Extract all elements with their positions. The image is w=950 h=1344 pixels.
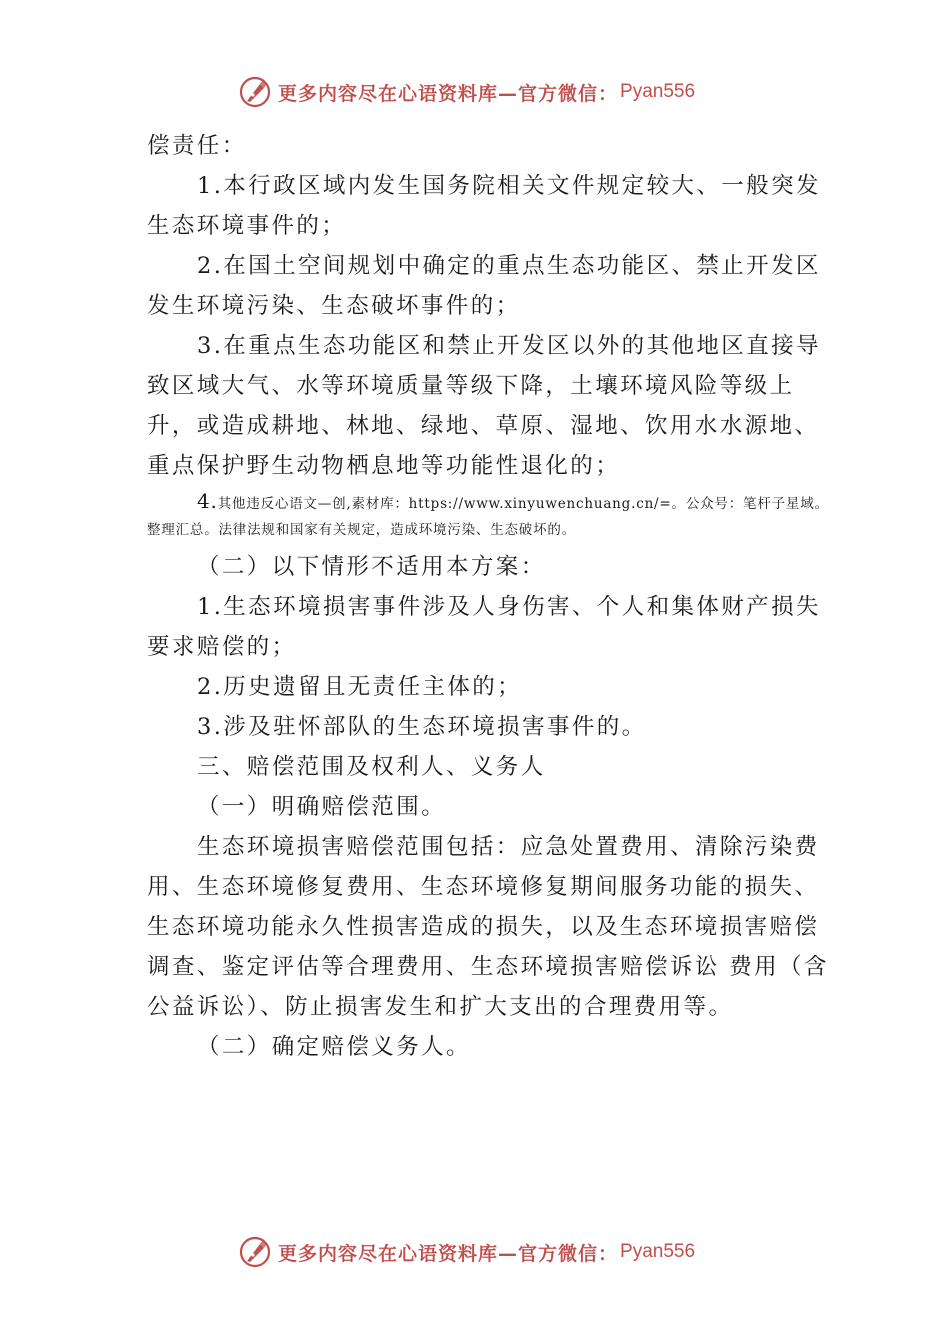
list-item: 1.生态环境损害事件涉及人身伤害、个人和集体财产损失要求赔偿的； (147, 594, 821, 660)
subsection-heading: （一）明确赔偿范围。 (197, 794, 447, 820)
pen-nib-logo-icon (238, 75, 272, 109)
section-heading: 三、赔偿范围及权利人、义务人 (197, 754, 546, 780)
pen-nib-logo-icon (238, 1235, 272, 1269)
watermark-text: 更多内容尽在心语资料库—官方微信： (278, 82, 619, 105)
watermark-handle: Pyan556 (620, 81, 696, 102)
watermark-handle: Pyan556 (620, 1241, 696, 1262)
footer-watermark (238, 1232, 695, 1272)
list-item: 2.历史遗留且无责任主体的； (197, 674, 523, 700)
header-watermark (238, 72, 695, 112)
list-text: 其他违反心语文—创,素材库：https://www.xinyuwenchuang.cn/=。公众号：笔杆子星域。整理汇总。法律法规和国家有关规定，造成环境污染、生态破坏的。 (147, 496, 829, 538)
list-item: 1.本行政区域内发生国务院相关文件规定较大、一般突发生态环境事件的； (147, 173, 821, 239)
list-item: 3.在重点生态功能区和禁止开发区以外的其他地区直接导致区域大气、水等环境质量等级下降，土壤环境风险等级上升，或造成耕地、林地、绿地、草原、湿地、饮用水水源地、重点保护野生动物栖息地等功能性退化的； (147, 333, 821, 479)
paragraph: 偿责任： (147, 133, 247, 159)
subsection-heading: （二）以下情形不适用本方案： (197, 554, 546, 580)
list-item: 3.涉及驻怀部队的生态环境损害事件的。 (197, 714, 647, 740)
document-body (147, 126, 837, 1067)
list-item: 2.在国土空间规划中确定的重点生态功能区、禁止开发区发生环境污染、生态破坏事件的； (147, 253, 821, 319)
paragraph: 生态环境损害赔偿范围包括：应急处置费用、清除污染费用、生态环境修复费用、生态环境修复期间服务功能的损失、生态环境功能永久性损害造成的损失，以及生态环境损害赔偿调查、鉴定评估等合理费用、生态环境损害赔偿诉讼 费用（含公益诉讼）、防止损害发生和扩大支出的合理费用等。 (147, 834, 829, 1020)
subsection-heading: （二）确定赔偿义务人。 (197, 1034, 471, 1060)
list-item-small (147, 486, 837, 547)
watermark-text: 更多内容尽在心语资料库—官方微信： (278, 1242, 619, 1265)
list-number: 4. (197, 489, 218, 513)
